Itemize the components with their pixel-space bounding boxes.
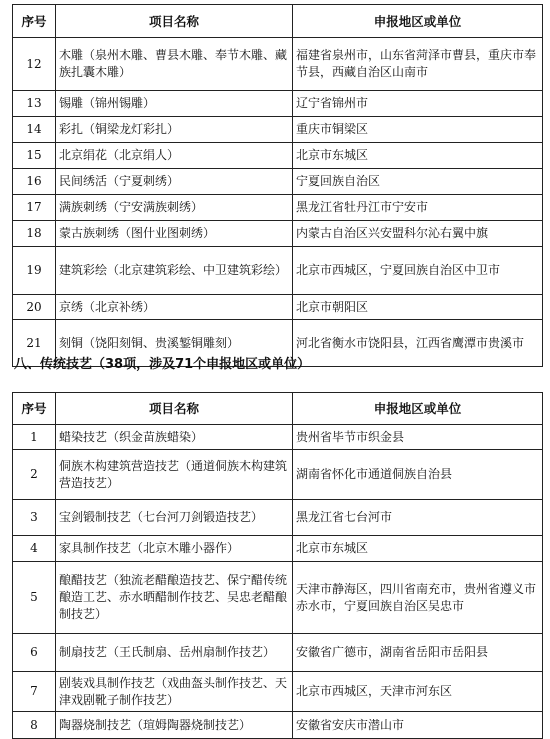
row-number: 17 bbox=[13, 195, 56, 221]
table-row bbox=[13, 169, 543, 195]
table-row bbox=[13, 143, 543, 169]
table-row bbox=[13, 247, 543, 295]
table-row bbox=[13, 195, 543, 221]
table-row bbox=[13, 634, 543, 672]
row-number: 3 bbox=[13, 500, 56, 536]
table-row bbox=[13, 221, 543, 247]
project-table-2 bbox=[12, 392, 543, 739]
project-table-1 bbox=[12, 4, 543, 367]
row-number: 6 bbox=[13, 634, 56, 672]
table-row bbox=[13, 295, 543, 320]
header-region: 申报地区或单位 bbox=[293, 5, 543, 38]
row-number: 4 bbox=[13, 536, 56, 562]
row-number: 15 bbox=[13, 143, 56, 169]
row-project-name: 满族刺绣（宁安满族刺绣） bbox=[56, 195, 293, 221]
row-number: 5 bbox=[13, 562, 56, 634]
table-row bbox=[13, 500, 543, 536]
row-region: 安徽省安庆市潜山市 bbox=[293, 712, 543, 739]
row-region: 天津市静海区，四川省南充市，贵州省遵义市赤水市，宁夏回族自治区吴忠市 bbox=[293, 562, 543, 634]
row-project-name: 家具制作技艺（北京木雕小器作） bbox=[56, 536, 293, 562]
row-number: 8 bbox=[13, 712, 56, 739]
row-project-name: 陶器烧制技艺（瑄姆陶器烧制技艺） bbox=[56, 712, 293, 739]
table-row bbox=[13, 536, 543, 562]
row-number: 7 bbox=[13, 672, 56, 712]
row-region: 北京市东城区 bbox=[293, 143, 543, 169]
table-row bbox=[13, 712, 543, 739]
row-project-name: 酿醋技艺（独流老醋酿造技艺、保宁醋传统酿造工艺、赤水晒醋制作技艺、吴忠老醋酿制技艺） bbox=[56, 562, 293, 634]
header-number: 序号 bbox=[13, 393, 56, 425]
row-project-name: 侗族木构建筑营造技艺（通道侗族木构建筑营造技艺） bbox=[56, 450, 293, 500]
row-project-name: 刻铜（饶阳刻铜、贵溪錾铜雕刻） bbox=[56, 320, 293, 367]
row-project-name: 锡雕（锦州锡雕） bbox=[56, 91, 293, 117]
header-number: 序号 bbox=[13, 5, 56, 38]
row-region: 黑龙江省牡丹江市宁安市 bbox=[293, 195, 543, 221]
row-region: 安徽省广德市，湖南省岳阳市岳阳县 bbox=[293, 634, 543, 672]
row-region: 湖南省怀化市通道侗族自治县 bbox=[293, 450, 543, 500]
row-number: 20 bbox=[13, 295, 56, 320]
header-project-name: 项目名称 bbox=[56, 393, 293, 425]
row-number: 12 bbox=[13, 38, 56, 91]
row-region: 北京市西城区，宁夏回族自治区中卫市 bbox=[293, 247, 543, 295]
row-project-name: 蒙古族刺绣（图什业图刺绣） bbox=[56, 221, 293, 247]
row-region: 宁夏回族自治区 bbox=[293, 169, 543, 195]
table-row bbox=[13, 562, 543, 634]
row-region: 重庆市铜梁区 bbox=[293, 117, 543, 143]
row-region: 黑龙江省七台河市 bbox=[293, 500, 543, 536]
row-project-name: 剧装戏具制作技艺（戏曲盔头制作技艺、天津戏剧靴子制作技艺） bbox=[56, 672, 293, 712]
row-number: 16 bbox=[13, 169, 56, 195]
row-number: 18 bbox=[13, 221, 56, 247]
row-project-name: 木雕（泉州木雕、曹县木雕、奉节木雕、藏族扎囊木雕） bbox=[56, 38, 293, 91]
row-project-name: 彩扎（铜梁龙灯彩扎） bbox=[56, 117, 293, 143]
row-project-name: 蜡染技艺（织金苗族蜡染） bbox=[56, 425, 293, 450]
row-number: 2 bbox=[13, 450, 56, 500]
row-project-name: 北京绢花（北京绢人） bbox=[56, 143, 293, 169]
row-region: 河北省衡水市饶阳县，江西省鹰潭市贵溪市 bbox=[293, 320, 543, 367]
row-number: 19 bbox=[13, 247, 56, 295]
table-header-row bbox=[13, 5, 543, 38]
row-region: 福建省泉州市，山东省菏泽市曹县，重庆市奉节县，西藏自治区山南市 bbox=[293, 38, 543, 91]
table-row bbox=[13, 450, 543, 500]
row-project-name: 制扇技艺（王氏制扇、岳州扇制作技艺） bbox=[56, 634, 293, 672]
table-row bbox=[13, 672, 543, 712]
section-heading: 八、传统技艺（38项，涉及71个申报地区或单位） bbox=[14, 357, 311, 372]
table-header-row bbox=[13, 393, 543, 425]
row-region: 北京市东城区 bbox=[293, 536, 543, 562]
row-number: 21 bbox=[13, 320, 56, 367]
row-project-name: 京绣（北京补绣） bbox=[56, 295, 293, 320]
table-row bbox=[13, 117, 543, 143]
row-region: 北京市朝阳区 bbox=[293, 295, 543, 320]
header-project-name: 项目名称 bbox=[56, 5, 293, 38]
table-row bbox=[13, 91, 543, 117]
table-row bbox=[13, 38, 543, 91]
header-region: 申报地区或单位 bbox=[293, 393, 543, 425]
row-region: 北京市西城区，天津市河东区 bbox=[293, 672, 543, 712]
row-region: 贵州省毕节市织金县 bbox=[293, 425, 543, 450]
row-region: 辽宁省锦州市 bbox=[293, 91, 543, 117]
row-project-name: 建筑彩绘（北京建筑彩绘、中卫建筑彩绘） bbox=[56, 247, 293, 295]
row-number: 13 bbox=[13, 91, 56, 117]
row-number: 14 bbox=[13, 117, 56, 143]
row-region: 内蒙古自治区兴安盟科尔沁右翼中旗 bbox=[293, 221, 543, 247]
row-project-name: 民间绣活（宁夏刺绣） bbox=[56, 169, 293, 195]
row-project-name: 宝剑锻制技艺（七台河刀剑锻造技艺） bbox=[56, 500, 293, 536]
row-number: 1 bbox=[13, 425, 56, 450]
table-row bbox=[13, 425, 543, 450]
